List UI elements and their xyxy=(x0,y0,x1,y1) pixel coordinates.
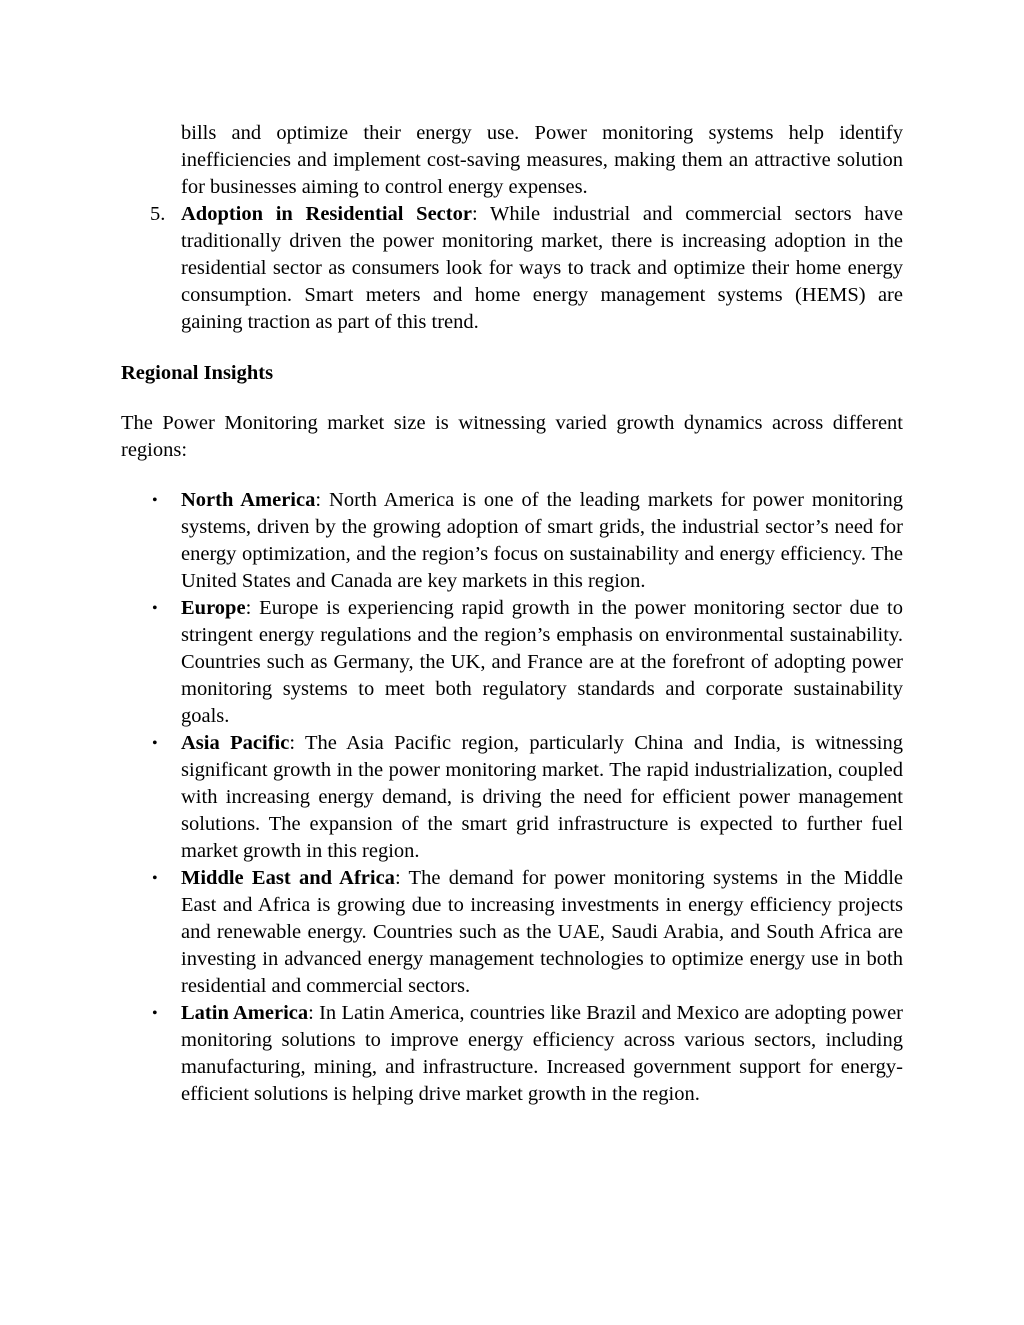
numbered-item-5 xyxy=(150,201,903,336)
region-term: Middle East and Africa xyxy=(181,867,395,889)
list-item-latin-america xyxy=(150,1000,903,1108)
region-term: North America xyxy=(181,489,316,511)
list-number: 5. xyxy=(150,203,166,225)
bullet-icon: • xyxy=(152,870,158,887)
list-item-middle-east-africa xyxy=(150,865,903,1000)
numbered-item-term: Adoption in Residential Sector xyxy=(181,203,472,225)
regions-list xyxy=(150,487,903,1108)
region-text: : Europe is experiencing rapid growth in the power monitoring sector due to stringent energy regulations and the region’s emphasis on environmental sustainability. Countries such as Germany, the UK, and France are at the forefront of adopting power monitoring systems to meet both regulatory standards and corporate sustainability goals. xyxy=(181,597,903,727)
numbered-item-body xyxy=(181,201,903,336)
section-heading: Regional Insights xyxy=(121,362,274,384)
region-text: : The demand for power monitoring systems in the Middle East and Africa is growing due to increasing investments in energy efficiency projects and renewable energy. Countries such as the UAE, Saudi Arabia, and South Africa are investing in advanced energy management technologies to optimize energy use in both residential and commercial sectors. xyxy=(181,867,903,997)
bullet-icon: • xyxy=(152,492,158,509)
bullet-icon: • xyxy=(152,600,158,617)
bullet-icon: • xyxy=(152,735,158,752)
list-item-north-america xyxy=(150,487,903,595)
region-text: : In Latin America, countries like Brazil and Mexico are adopting power monitoring solutions to improve energy efficiency across various sectors, including manufacturing, mining, and infrastructure. Increased government support for energy-efficient solutions is helping drive market growth in the region. xyxy=(181,1002,903,1105)
bullet-icon: • xyxy=(152,1005,158,1022)
list-item-asia-pacific xyxy=(150,730,903,865)
region-term: Latin America xyxy=(181,1002,309,1024)
region-text: : North America is one of the leading markets for power monitoring systems, driven by the growing adoption of smart grids, the industrial sector’s need for energy optimization, and the region’s focus on sustainability and energy efficiency. The United States and Canada are key markets in this region. xyxy=(181,489,904,592)
region-text: : The Asia Pacific region, particularly China and India, is witnessing significant growth in the power monitoring market. The rapid industrialization, coupled with increasing energy demand, is driving the need for efficient power management solutions. The expansion of the smart grid infrastructure is expected to further fuel market growth in this region. xyxy=(181,732,903,862)
region-term: Europe xyxy=(181,597,246,619)
intro-paragraph: The Power Monitoring market size is witnessing varied growth dynamics across different regions: xyxy=(121,412,903,461)
numbered-item-text: : While industrial and commercial sectors have traditionally driven the power monitoring market, there is increasing adoption in the residential sector as consumers look for ways to track and optimize their home energy consumption. Smart meters and home energy management systems (HEMS) are gaining traction as part of this trend. xyxy=(181,203,903,333)
region-term: Asia Pacific xyxy=(181,732,290,754)
continuation-paragraph: bills and optimize their energy use. Power monitoring systems help identify inefficiencies and implement cost-saving measures, making them an attractive solution for businesses aiming to control energy expenses. xyxy=(181,122,903,198)
list-item-europe xyxy=(150,595,903,730)
